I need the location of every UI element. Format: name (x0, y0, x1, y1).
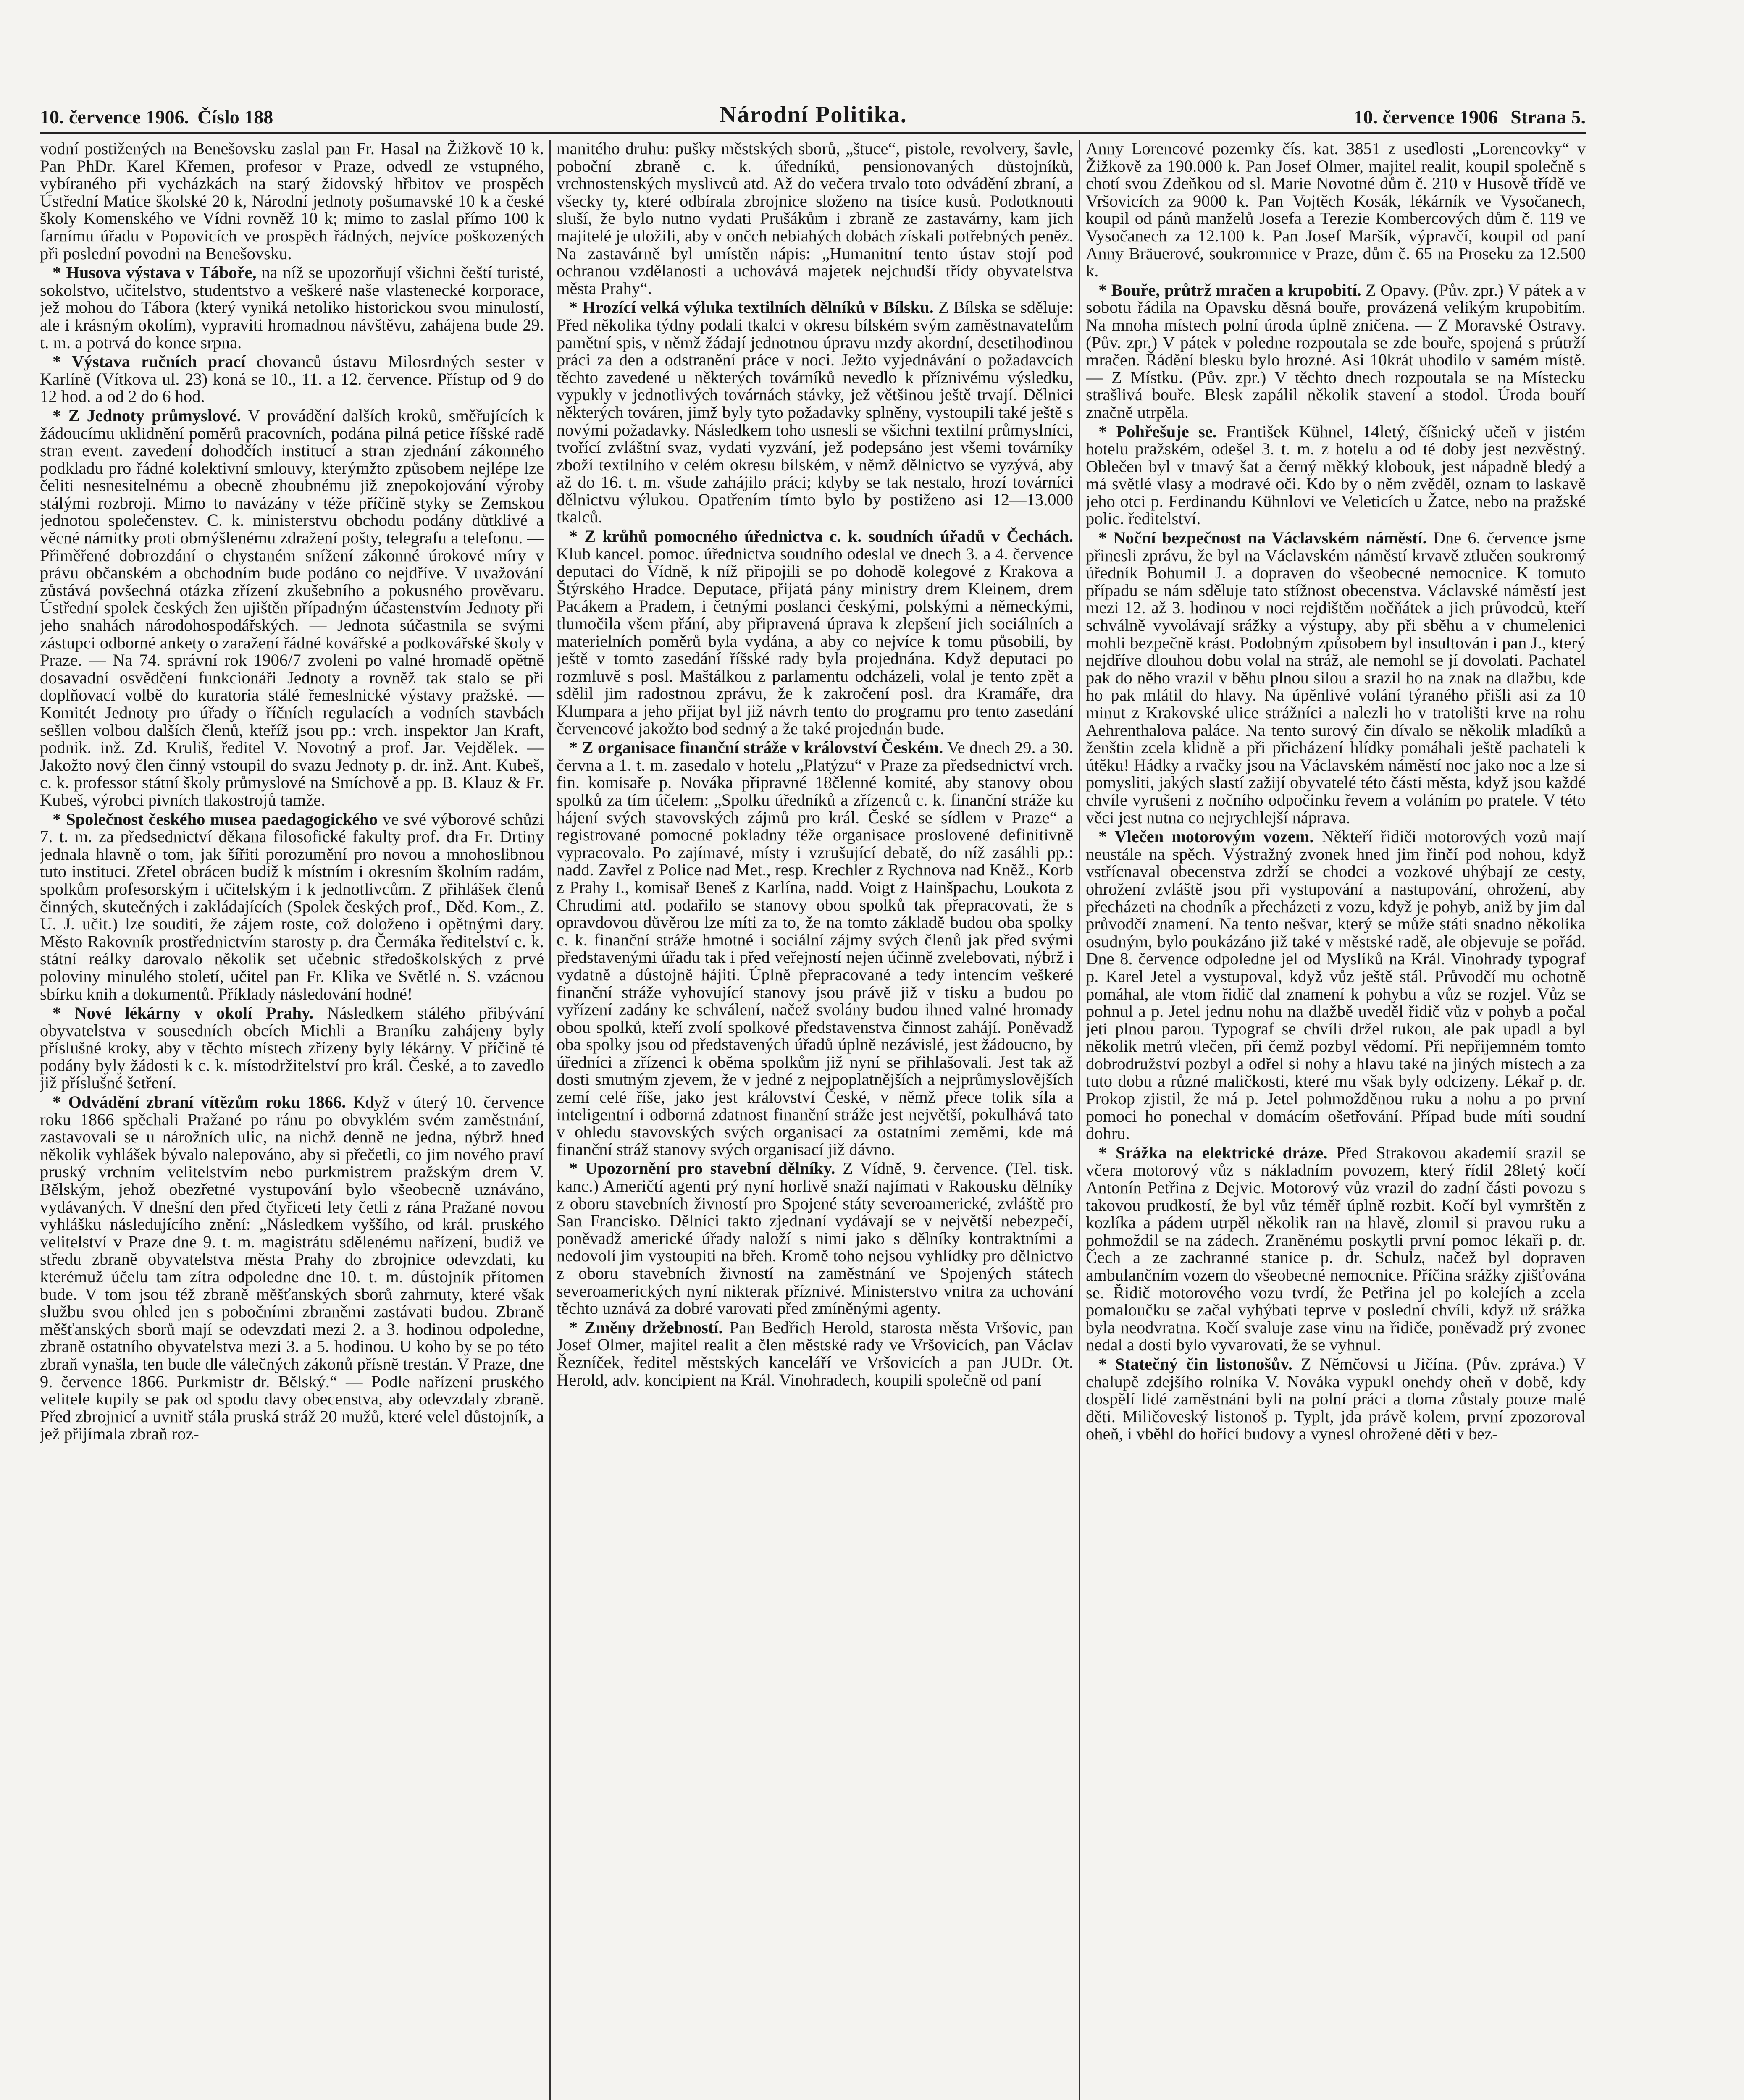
news-item-heading: * Z organisace finanční stráže v království Českém. (569, 738, 943, 757)
header-issue: Číslo 188 (197, 106, 273, 128)
newspaper-title: Národní Politika. (719, 102, 907, 128)
news-item-heading: * Hrozící velká výluka textilních dělníků v Bílsku. (569, 298, 934, 317)
news-item-heading: * Husova výstava v Táboře, (53, 263, 257, 282)
news-item-heading: * Noční bezpečnost na Václavském náměstí. (1098, 528, 1427, 548)
news-item-body: V provádění dalších kroků, směřujících k žádoucímu uklidnění poměrů pracovních, podána pilná petice říšské radě stran event. zavedení dohodčích institucí a stran zjednání zákonného podkladu pro řádné kolektivní smlouvy, kterýmžto způsobem nejlépe lze čeliti nesnesitelnému a obecně zhoubnému již znepokojování výroby stálými rozbroji. Mimo to navázány v téže příčině styky se Zemskou jednotou společenstev. C. k. ministerstvu obchodu podány důtklivé a věcné námitky proti obmýšlenému zdražení pošty, telegrafu a telefonu. — Přiměřené dobrozdání o chystaném snížení zákonné úrokové míry v právu občanském a obchodním bude podáno co nejdříve. V uvažování zůstává povšechná otázka zřízení zkušebního a pokusného prověvaru. Ústřední spolek českých žen ujištěn případným účastenstvím Jednoty při jeho snahách národohospodářských. — Jednota súčastnila se svými zástupci odborné ankety o zaražení řádné kovářské a podkovářské školy v Praze. — Na 74. správní rok 1906/7 zvoleni po valné hromadě opětně dosavadní osvědčení funkcionáři Jednoty a rovněž tak stalo se při doplňovací volbě do kuratoria stálé řemeslnické výstavy pražské. — Komitét Jednoty pro úřady o říčních regulacích a vodních stavbách sešllen volbou dalších členů, kteříž jsou pp.: vrch. inspektor Jan Kraft, podnik. inž. Zd. Kruliš, ředitel V. Novotný a prof. Jar. Vejdělek. — Jakožto nový člen činný vstoupil do svazu Jednoty p. dr. inž. Ant. Kubeš, c. k. professor státní školy průmyslové na Smíchově a pp. B. Klauz & Fr. Kubeš, výrobci pivních tlakostrojů tamže. (40, 406, 544, 809)
news-item-body: vodní postižených na Benešovsku zaslal pan Fr. Hasal na Žižkově 10 k. Pan PhDr. Karel Křemen, profesor v Praze, odvedl ze vstupného, vybíraného při vycházkách na starý židovský hřbitov ve prospěch Ústřední Matice školské 20 k, Národní jednoty pošumavské 10 k a české školy Komenského ve Vídni rovněž 10 k; mimo to zaslal přímo 100 k farnímu úřadu v Popovicích ve prospěch řádných, nejvíce poškozených při poslední povodni na Benešovsku. (40, 140, 544, 263)
news-item-body: Dne 6. července jsme přinesli zprávu, že byl na Václavském náměstí krvavě ztlučen soukromý úředník Bohumil J. a dopraven do všeobecné nemocnice. K tomuto případu se nám sděluje tato stížnost obecenstva. Václavské náměstí jest mezi 12. až 3. hodinou v noci rejdištěm nočňátek a jich průvodců, kteří schválně vyvolávají srážky a výstupy, aby při sběhu a v chumelenici mohli bezpečně krást. Podobným způsobem byl insultován i pan J., který nejdříve dlouhou dobu volal na stráž, ale nemohl se jí dovolati. Pachatel pak do něho vrazil v běhu plnou silou a srazil ho na znak na dlažbu, kde ho pak mlátil do hlavy. Na úpěnlivé volání týraného přišli asi za 10 minut z Krakovské ulice strážníci a nalezli ho v tratolišti krve na rohu Aehrenthalova paláce. Na tento surový čin dívalo se několik mladíků a ženštin zcela klidně a při přicházení hlídky pomáhali ještě pachateli k útěku! Hádky a rvačky jsou na Václavském náměstí noc jako noc a lze si pomysliti, jakých slastí zažijí obyvatelé této části města, když jsou každé chvíle vyrušeni z nočního odpočinku řevem a voláním po pratele. V této věci jest nutna co nejrychlejší náprava. (1086, 528, 1586, 827)
header-date-right: 10. července 1906 (1353, 106, 1498, 128)
news-item-heading: * Společnost českého musea paedagogického (53, 809, 378, 829)
news-item (40, 353, 544, 405)
news-item (40, 1093, 544, 1443)
news-item-body: manitého druhu: pušky městských sborů, „štuce“, pistole, revolvery, šavle, poboční zbraně c. k. úředníků, pensionovaných důstojníků, vrchnostenských myslivců atd. Až do večera trvalo toto odvádění zbraní, a všecky ty, které odbírala zbrojnice složeno na tisíce kusů. Podotknouti sluší, že bylo nutno vydati Prušákům i zbraně ze zastavárny, kam jich majitelé je uložili, aby v ončch nebiahých dobách získali potřebných peněz. Na zastavárně byl umístěn nápis: „Humanitní tento ústav stojí pod ochranou vzdělanosti a uchovává majetek nejchudší třídy obyvatelstva města Prahy“. (557, 140, 1073, 298)
news-item (557, 1160, 1073, 1317)
news-item-body: Z Bílska se sděluje: Před několika týdny podali tkalci v okresu bílském svým zaměstnavatelům pamětní spis, v němž žádají jednotnou úpravu mzdy akordní, desetihodinou práci za den a odstranění práce v noci. Ježto vyjednávání o požadavcích těchto zavedené u některých továrníků nevedlo k příznivému výsledku, vypukly v jednotlivých továrnách stávky, jež většinou ještě trvají. Dělnici některých továren, jimž byly tyto požadavky splněny, vystoupili také ještě s novými požadavky. Následkem toho usnesli se všichni textilní průmyslníci, tvořící zvláštní svaz, vydati vyzvání, jež podepsáno jest všemi továrníky zboží textilního v celém okresu bílském, v němž dělnictvo se vyzývá, aby až do 16. t. m. všude zahájilo práci; kdyby se tak nestalo, hrozí továrníci dělnictvu výlukou. Opatřením tímto bylo by postiženo asi 12—13.000 tkalců. (557, 298, 1073, 527)
news-item-body: Z Opavy. (Pův. zpr.) V pátek a v sobotu řádila na Opavsku děsná bouře, provázená velikým krupobitím. Na mnoha místech polní úroda úplně zničena. — Z Moravské Ostravy. (Pův. zpr.) V pátek v poledne rozpoutala se zde bouře, spojená s průtrží mračen. Řádění blesku bylo hrozné. Asi 10krát uhodilo v samém místě. — Z Místku. (Pův. zpr.) V těchto dnech rozpoutala se na Místecku strašlivá bouře. Blesk zapálil několik stavení a stodol. Úroda bouří značně utrpěla. (1086, 280, 1586, 422)
column-3 (1086, 140, 1586, 2100)
news-item-body: Klub kancel. pomoc. úřednictva soudního odeslal ve dnech 3. a 4. července deputaci do Vídně, k níž připojili se po dohodě kolegové z Krakova a Štýrského Hradce. Deputace, přijatá pány ministry drem Kleinem, drem Pacákem a Pradem, i četnými poslanci českými, polskými a německými, tlumočila všem přání, aby připravená úprava k zlepšení jich sociálních a materielních poměrů byla vydána, a aby co nejvíce k tomu působili, by ještě v tomto zasedání říšské rady byla projednána. Když deputaci po rozmluvě s posl. Maštálkou z parlamentu odcházeli, volal je tento zpět a sdělil jim radostnou zprávu, že k zakročení posl. dra Kramáře, dra Klumpara a jeho přijat byl již návrh tento do programu pro tento zasedání červencové jakožto bod sedmý a že také projednán bude. (557, 544, 1073, 738)
news-item (1086, 1355, 1586, 1443)
continued-text (1086, 140, 1586, 280)
news-item (40, 407, 544, 809)
news-item-heading: * Pohřešuje se. (1098, 422, 1217, 441)
news-item-body: Pan Bedřich Herold, starosta města Vršovic, pan Josef Olmer, majitel realit a člen městské rady ve Vršovicích, pan Václav Řezníček, ředitel městských kanceláří ve Vršovicích a pan JUDr. Ot. Herold, adv. koncipient na Král. Vinohradech, koupili společně od paní (557, 1318, 1073, 1389)
continued-text (40, 140, 544, 262)
news-item-heading: * Statečný čin listonošův. (1098, 1354, 1292, 1373)
continued-text (557, 140, 1073, 297)
news-item-body: František Kühnel, 14letý, číšnický učeň v jistém hotelu pražském, odešel 3. t. m. z hotelu a od té doby jest nezvěstný. Oblečen byl v tmavý šat a černý měkký klobouk, jest nápadně bledý a má světlé vlasy a modravé oči. Kdo by o něm zvěděl, oznam to laskavě jeho otci p. Ferdinandu Kühnlovi ve Veleticích u Žatce, nebo na pražské polic. ředitelství. (1086, 422, 1586, 528)
news-item (40, 1004, 544, 1092)
news-item-heading: * Upozornění pro stavební dělníky. (569, 1159, 835, 1178)
news-item-heading: * Změny držebností. (569, 1318, 723, 1337)
column-2 (557, 140, 1073, 2100)
news-item-heading: * Odvádění zbraní vítězům roku 1866. (53, 1092, 346, 1112)
column-1 (40, 140, 544, 2100)
news-item-heading: * Bouře, průtrž mračen a krupobití. (1098, 280, 1361, 299)
news-item (1086, 1144, 1586, 1354)
news-item-heading: * Z krůhů pomocného úřednictva c. k. soudních úřadů v Čechách. (569, 527, 1073, 546)
news-item (557, 528, 1073, 737)
news-item (1086, 529, 1586, 826)
news-item-body: Anny Lorencové pozemky čís. kat. 3851 z usedlosti „Lorencovky“ v Žižkově za 190.000 k. Pan Josef Olmer, majitel realit, koupil společně s chotí svou Zdeňkou od sl. Marie Novotné dům č. 210 v Husově třídě ve Vršovicích za 9000 k. Pan Vojtěch Kosák, lékárník ve Vysočanech, koupil od pánů manželů Josefa a Terezie Kombercových dům č. 119 ve Vysočanech za 12.100 k. Pan Josef Maršík, výpravčí, koupil od paní Anny Bräuerové, soukromnice v Praze, dům č. 65 na Proseku za 12.500 k. (1086, 140, 1586, 281)
news-item-heading: * Výstava ručních prací (53, 352, 246, 371)
news-item-heading: * Z Jednoty průmyslové. (53, 406, 241, 425)
news-item-heading: * Srážka na elektrické dráze. (1098, 1143, 1328, 1162)
news-item-body: Z Němčovsi u Jičína. (Pův. zpráva.) V chalupě zdejšího rolníka V. Nováka vypukl onehdy oheň v době, kdy dospělí lidé zaměstnáni byli na polní práci a doma zůstaly pouze malé děti. Miličoveský listonoš p. Typlt, jda právě kolem, první zpozoroval oheň, i vběhl do hořící budovy a vynesl ohrožené děti v bez- (1086, 1354, 1586, 1444)
news-item (1086, 828, 1586, 1142)
news-item (557, 1319, 1073, 1389)
article-columns (40, 140, 1586, 2100)
news-item-body: Když v úterý 10. července roku 1866 spěchali Pražané po ránu po obvyklém svém zaměstnání, zastavovali se u nárožních ulic, na nichž denně ne jedna, nýbrž hned několik vyhlášek bývalo nalepováno, aby si přečetli, co jim nového praví pruský vrchním velitelstvím nebo purkmistrem pražským drem V. Bělským, jehož obezřetné vystupování bylo všeobecně uznáváno, vydávaných. V dnešní den před čtyřiceti lety četli z rána Pražané novou vyhlášku následujícího znění: „Následkem vyššího, od král. pruského velitelství v Praze dne 9. t. m. magistrátu sdělenému nařízení, budiž ve středu zbraně obyvatelstva města Prahy do zbrojnice odevzdati, ku kterémuž účelu tam zítra odpoledne dne 10. t. m. důstojník přítomen bude. V tom jsou též zbraně měšťanských sborů zahrnuty, které však službu svou ohled jen s pobočními zbraněmi zastávati budou. Zbraně měšťanských sborů mají se odevzdati mezi 2. a 3. hodinou odpoledne, zbraně ostatního obyvatelstva mezi 3. a 5. hodinou. U koho by se po této zbraň vynašla, ten bude dle válečných zákonů přísně trestán. V Praze, dne 9. července 1866. Purkmistr dr. Bělský.“ — Podle nařízení pruského velitele kupily se pak od spodu davy obecenstva, aby odevzdaly zbraně. Před zbrojnicí a uvnitř stála pruská stráž 20 mužů, které velel důstojník, a jež přijímala zbraň roz- (40, 1092, 544, 1444)
newspaper-page (40, 90, 1586, 2100)
news-item-body: Následkem stálého přibývání obyvatelstva v sousedních obcích Michli a Braníku zahájeny byly příslušné kroky, aby v těchto místech zřízeny byly lékárny. V příčině té podány byly žádosti k c. k. místodržitelství pro král. České, a to zavedlo již příslušné šetření. (40, 1003, 544, 1092)
news-item-body: Ve dnech 29. a 30. června a 1. t. m. zasedalo v hotelu „Platýzu“ v Praze za předsednictví vrch. fin. komisaře p. Nováka připravné 18členné komité, aby stanovy obou spolků za tím účelem: „Spolku úředníků a zřízenců c. k. finanční stráže ku hájení svých stavovských zájmů pro král. České se sídlem v Praze“ a registrované pomocné pokladny téže organisace proslovené definitivně vypracovalo. Po zajímavé, místy i vzrušující debatě, do níž zasáhli pp.: nadd. Zavřel z Police nad Met., resp. Krechler z Rychnova nad Kněž., Korb z Prahy I., komisař Beneš z Karlína, nadd. Voigt z Hainšpachu, Loukota z Chrudimi atd. podařilo se stanovy obou spolků tak přepracovati, že s opravdovou důvěrou lze míti za to, že na tomto základě budou oba spolky c. k. finanční stráže hmotné i sociální zájmy svých členů jak před svými představenými úřadu tak i před veřejností nejen účinně zvelebovati, nýbrž i vydatně a důstojně hájiti. Úplně přepracované a tedy intencím veškeré finanční stráže vyhovující stanovy jsou právě již v tisku a budou po vyřízení zadány ke schválení, načež svolány budou ihned valné hromady obou spolků, kteří zvolí spolkové představenstva činnost zahájí. Poněvadž oba spolky jsou od představených úřadů úplně nezávislé, jest žádoucno, by úředníci a zřízenci k oběma spolkům již nyní se přihlašovali. Jest tak až dosti smutným zjevem, že v jedné z nejpoplatnějších a nejprůmyslovějších zemí celé říše, jako jest království České, v němž přece tolik síla a inteligentní i odborná zdatnost finanční stráže jest největší, pokulhává tato v ohledu stavovských svých organisací za ostatními zeměmi, kde má finanční stráž stanovy svých organisací již dávno. (557, 738, 1073, 1159)
header-date-left: 10. července 1906. (40, 106, 189, 128)
news-item-body: Před Strakovou akademií srazil se včera motorový vůz s nákladním povozem, který řídil 28letý kočí Antonín Petřina z Dejvic. Motorový vůz vrazil do zadní části povozu s takovou prudkostí, že byl vůz téměř úplně rozbit. Kočí byl vymrštěn z kozlíka a pádem utrpěl několik ran na hlavě, zlomil si pravou ruku a pohmoždil se na zádech. Zraněnému poskytli první pomoc lékaři p. dr. Čech a ze zachranné stanice p. dr. Schulz, načež byl dopraven ambulančním vozem do všeobecné nemocnice. Příčina srážky zjišťována se. Řidič motorového vozu tvrdí, že Petřina jel po kolejích a zcela pomaloučku se začal vyhýbati teprve v poslední chvíli, když už srážka byla neodvratna. Kočí svaluje zase vinu na řidiče, poněvadž prý zvonec nedal a dosti bylo vyvarovati, že se vyhnul. (1086, 1143, 1586, 1354)
news-item (557, 739, 1073, 1158)
news-item-heading: * Vlečen motorovým vozem. (1098, 827, 1314, 846)
news-item-body: chovanců ústavu Milosrdných sester v Karlíně (Vítkova ul. 23) koná se 10., 11. a 12. července. Přístup od 9 do 12 hod. a od 2 do 6 hod. (40, 352, 544, 406)
news-item-body: na níž se upozorňují všichni čeští turisté, sokolstvo, učitelstvo, studentstvo a veškeré naše vlastenecké korporace, jež mohou do Tábora (který vyniká netoliko historickou svou minulostí, ale i krásným okolím), vypraviti hromadnou návštěvu, zahájena bude 29. t. m. a potrvá do konce srpna. (40, 263, 544, 352)
news-item-body: ve své výborové schůzi 7. t. m. za předsednictví děkana filosofické fakulty prof. dra Fr. Drtiny jednala hlavně o tom, jak šířiti porozumění pro novou a mnohoslibnou tuto instituci. Zřetel obrácen budiž k místním i okresním školním radám, spolkům profesorským i učitelským i k jednotlivcům. Z přihlášek členů činných, skutečných i zakládajících (Spolek českých prof., Děd. Kom., Z. U. J. učit.) lze souditi, že zájem roste, což doloženo i opětnými dary. Město Rakovník prostřednictvím starosty p. dra Čermáka ředitelství c. k. státní reálky darovalo několik set učebnic středoškolských z prvé poloviny minulého století, učitel pan Fr. Klika ve Světlé n. S. vzácnou sbírku knih a dokumentů. Příklady následování hodné! (40, 809, 544, 1003)
header-page-number: Strana 5. (1510, 106, 1586, 128)
page-header (40, 90, 1586, 128)
news-item-heading: * Nové lékárny v okolí Prahy. (53, 1003, 314, 1023)
news-item (557, 299, 1073, 526)
news-item (1086, 281, 1586, 421)
news-item-body: Z Vídně, 9. července. (Tel. tisk. kanc.) Američtí agenti prý nyní horlivě snaží najímati v Rakousku dělníky z oboru stavebních živností pro Spojené státy severoamerické, zvláště pro San Francisko. Dělníci takto zjednaní vydávají se v největší nebezpečí, poněvadž americké úřady naloží s nimi jako s dělníky kontraktními a nedovolí jim vystoupiti na břeh. Kromě toho nejsou vyhlídky pro dělnictvo z oboru stavebních živností na zaměstnání ve Spojených státech severoamerických nyní nikterak příznivé. Ministerstvo vnitra za uchování těchto uznává za dobré varovati před zmíněnými agenty. (557, 1159, 1073, 1318)
news-item-body: Někteří řidiči motorových vozů mají neustále na spěch. Výstražný zvonek hned jim řinčí pod nohou, když vstřícnaval obecenstva zdrží se chodci a vozkové uhýbají ze cesty, ohrožení zvláště jsou při vystupování a nastupování, ohrožení, aby přecházeti na chodník a přecházeti z vozu, když je pohyb, aniž by jim dal průvodčí znamení. Na tento nešvar, který se může státi snadno několika osudným, bylo poukázáno již také v městské radě, ale objevuje se pořád. Dne 8. července odpoledne jel od Myslíků na Král. Vinohrady typograf p. Karel Jetel a vystupoval, když vůz ještě stál. Průvodčí mu ochotně pomáhal, ale vtom řidič dal znamení k pohybu a vůz se rozjel. Vůz se pohnul a p. Jetel jednu nohu na dlažbě uveděl řidič vůz v pohyb a počal jeti plnou parou. Typograf se chvíli držel rukou, ale pak upadl a byl několik metrů vlečen, při čemž pozbyl vědomí. Při nepřijemném tomto dobrodružství pozbyl a odřel si nohy a hlavu také na jiných místech a za tuto dobu a různé maličkosti, které mu však byly odcizeny. Lékař p. dr. Prokop zjistil, že má p. Jetel pohmožděnou ruku a nohu a po první pomoci ho ponechal v domácím ošetřování. Případ bude míti soudní dohru. (1086, 827, 1586, 1143)
news-item (40, 811, 544, 1003)
news-item (40, 264, 544, 351)
news-item (1086, 423, 1586, 528)
header-rule (40, 132, 1586, 134)
